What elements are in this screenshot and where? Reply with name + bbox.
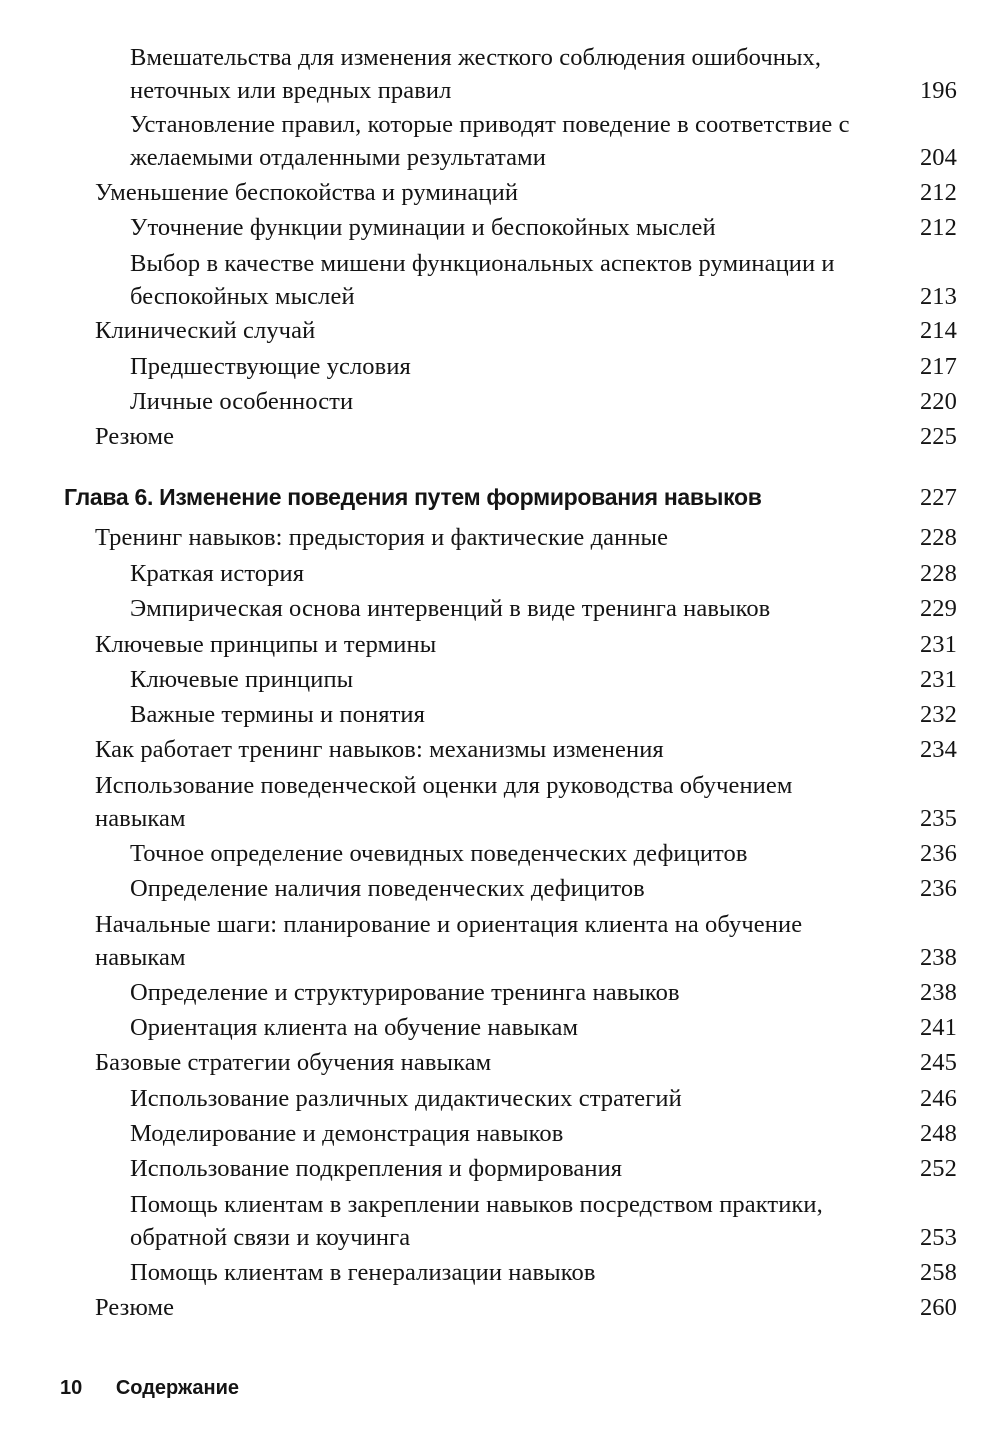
toc-entry bbox=[95, 521, 957, 554]
toc-entry-page: 228 bbox=[919, 524, 957, 551]
toc-entry-page: 196 bbox=[919, 77, 957, 104]
toc-entry-title: Клинический случай bbox=[95, 317, 316, 344]
toc-entry-page: 245 bbox=[919, 1049, 957, 1076]
toc-entry bbox=[130, 1152, 957, 1185]
toc-entry-page: 227 bbox=[919, 484, 957, 511]
toc-entry-title: Краткая история bbox=[130, 560, 305, 587]
toc-entry-title: Вмешательства для изменения жесткого соблюдения ошибочных, неточных или вредных правил bbox=[130, 44, 822, 104]
toc-entry-title: Начальные шаги: планирование и ориентация клиента на обучение навыкам bbox=[95, 911, 803, 971]
toc-entry bbox=[130, 108, 957, 174]
page-footer bbox=[60, 1374, 239, 1402]
toc-entry-title: Выбор в качестве мишени функциональных аспектов руминации и беспокойных мыслей bbox=[130, 250, 835, 310]
toc-entry-page: 204 bbox=[919, 144, 957, 171]
toc-entry bbox=[130, 247, 957, 313]
toc-entry-page: 228 bbox=[919, 560, 957, 587]
toc-entry-page: 232 bbox=[919, 701, 957, 728]
toc-entry bbox=[95, 1291, 957, 1324]
toc-entry-page: 241 bbox=[919, 1014, 957, 1041]
toc-entry-title: Базовые стратегии обучения навыкам bbox=[95, 1049, 492, 1076]
toc-entry-page: 231 bbox=[919, 666, 957, 693]
toc-entry-page: 252 bbox=[919, 1155, 957, 1182]
toc-entry bbox=[95, 314, 957, 347]
toc-entry-page: 212 bbox=[919, 179, 957, 206]
toc-entry-title: Важные термины и понятия bbox=[130, 701, 425, 728]
toc-chapter-heading bbox=[64, 481, 957, 514]
toc-entry-title: Тренинг навыков: предыстория и фактические данные bbox=[95, 524, 669, 551]
toc-entry-page: 258 bbox=[919, 1259, 957, 1286]
running-title: Содержание bbox=[115, 1377, 240, 1399]
toc-entry bbox=[95, 908, 957, 974]
toc-entry bbox=[130, 1117, 957, 1150]
page-number: 10 bbox=[60, 1377, 83, 1399]
toc-entry-page: 220 bbox=[919, 388, 957, 415]
toc-entry-title: Использование подкрепления и формирования bbox=[130, 1155, 623, 1182]
toc-entry-title: Установление правил, которые приводят поведение в соответствие с желаемыми отдаленными результатами bbox=[130, 111, 850, 171]
toc-entry bbox=[130, 1082, 957, 1115]
toc-entry bbox=[130, 872, 957, 905]
toc-entry-title: Определение и структурирование тренинга навыков bbox=[130, 979, 680, 1006]
toc-entry-title: Использование поведенческой оценки для руководства обучением навыкам bbox=[95, 772, 793, 832]
toc-entry bbox=[130, 1256, 957, 1289]
toc-entry-page: 236 bbox=[919, 840, 957, 867]
toc-entry bbox=[95, 420, 957, 453]
toc-entry-title: Помощь клиентам в генерализации навыков bbox=[130, 1259, 596, 1286]
toc-entry bbox=[130, 350, 957, 383]
toc-entry bbox=[95, 176, 957, 209]
toc-entry-page: 235 bbox=[919, 805, 957, 832]
toc-entry-page: 238 bbox=[919, 979, 957, 1006]
toc-entry bbox=[95, 769, 957, 835]
toc-entry bbox=[95, 628, 957, 661]
toc-entry-page: 236 bbox=[919, 875, 957, 902]
toc-entry-title: Личные особенности bbox=[130, 388, 354, 415]
toc-entry-title: Резюме bbox=[95, 423, 175, 450]
toc-entry-title: Предшествующие условия bbox=[130, 353, 411, 380]
toc-entry bbox=[130, 976, 957, 1009]
toc-entry bbox=[130, 41, 957, 107]
toc-entry-title: Эмпирическая основа интервенций в виде тренинга навыков bbox=[130, 595, 771, 622]
toc-entry bbox=[95, 1046, 957, 1079]
toc-entry-title: Моделирование и демонстрация навыков bbox=[130, 1120, 564, 1147]
toc-entry-title: Ориентация клиента на обучение навыкам bbox=[130, 1014, 579, 1041]
toc-entry bbox=[130, 592, 957, 625]
toc-entry-page: 225 bbox=[919, 423, 957, 450]
toc-entry-page: 214 bbox=[919, 317, 957, 344]
toc-entry bbox=[130, 385, 957, 418]
toc-entry-title: Резюме bbox=[95, 1294, 175, 1321]
toc-entry-title: Уменьшение беспокойства и руминаций bbox=[95, 179, 519, 206]
toc-entry bbox=[130, 1011, 957, 1044]
toc-entry bbox=[95, 733, 957, 766]
toc-entry-page: 213 bbox=[919, 283, 957, 310]
toc-entry-page: 253 bbox=[919, 1224, 957, 1251]
toc-entry-title: Помощь клиентам в закреплении навыков посредством практики, обратной связи и коучинга bbox=[130, 1191, 823, 1251]
toc-entry bbox=[130, 837, 957, 870]
toc-entry-title: Точное определение очевидных поведенческих дефицитов bbox=[130, 840, 748, 867]
toc-entry-page: 246 bbox=[919, 1085, 957, 1112]
toc-chapter-title: Глава 6. Изменение поведения путем формирования навыков bbox=[64, 484, 762, 510]
toc-entry-page: 260 bbox=[919, 1294, 957, 1321]
toc-entry-page: 248 bbox=[919, 1120, 957, 1147]
toc-entry-title: Использование различных дидактических стратегий bbox=[130, 1085, 682, 1112]
toc-entry-title: Ключевые принципы и термины bbox=[95, 631, 437, 658]
toc-entry-page: 217 bbox=[919, 353, 957, 380]
toc-entry-page: 212 bbox=[919, 214, 957, 241]
toc-entry-page: 238 bbox=[919, 944, 957, 971]
toc-entry-title: Уточнение функции руминации и беспокойных мыслей bbox=[130, 214, 716, 241]
toc-entry-page: 234 bbox=[919, 736, 957, 763]
toc-entry-page: 229 bbox=[919, 595, 957, 622]
toc-entry bbox=[130, 211, 957, 244]
toc-entry-title: Как работает тренинг навыков: механизмы изменения bbox=[95, 736, 664, 763]
toc-entry-page: 231 bbox=[919, 631, 957, 658]
toc-entry bbox=[130, 557, 957, 590]
toc-entry bbox=[130, 1188, 957, 1254]
toc-entry-title: Ключевые принципы bbox=[130, 666, 354, 693]
toc-entry bbox=[130, 698, 957, 731]
toc-entry-title: Определение наличия поведенческих дефицитов bbox=[130, 875, 645, 902]
toc-entry bbox=[130, 663, 957, 696]
